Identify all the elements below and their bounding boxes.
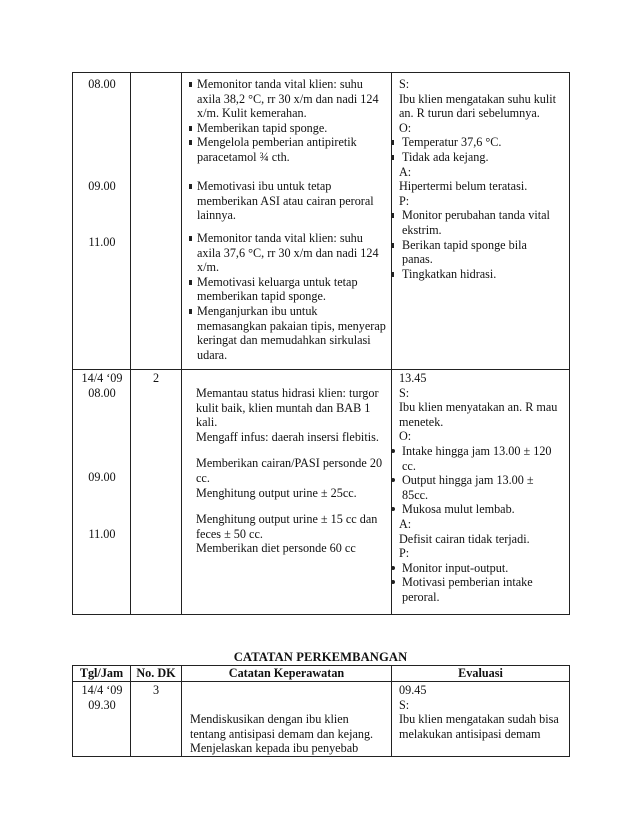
intervention-item: Memantau status hidrasi klien: turgor kulit baik, klien muntah dan BAB 1 kali. — [196, 386, 379, 430]
column-header-evaluation: Evaluasi — [392, 666, 570, 682]
intervention-item: Mendiskusikan dengan ibu klien tentang antisipasi demam dan kejang. — [190, 712, 374, 741]
soap-a-text: Hipertermi belum teratasi. — [399, 179, 528, 194]
time-cell — [73, 73, 131, 370]
table-row — [73, 370, 570, 615]
date-entry: 14/4 ‘09 — [81, 371, 123, 385]
soap-s-text: Ibu klien menyatakan an. R mau — [399, 400, 558, 415]
intervention-item: Menjelaskan kepada ibu penyebab — [190, 741, 359, 756]
intervention-cell — [182, 370, 392, 615]
soap-s-label: S: — [399, 697, 410, 712]
column-header-nursing-notes: Catatan Keperawatan — [182, 666, 392, 682]
time-cell — [73, 370, 131, 615]
evaluation-cell — [392, 73, 570, 370]
evaluation-item: Output hingga jam 13.00 ± 85cc. — [392, 473, 569, 502]
intervention-cell — [182, 73, 392, 370]
soap-a-label: A: — [399, 164, 412, 179]
dk-number: 3 — [152, 683, 160, 697]
time-entry: 09.00 — [88, 179, 116, 193]
evaluation-item: Monitor perubahan tanda vital ekstrim. — [392, 208, 569, 237]
evaluation-time: 13.45 — [399, 371, 427, 385]
evaluation-cell — [392, 370, 570, 615]
intervention-item: Menganjurkan ibu untuk memasangkan pakaian tipis, menyerap keringat dan memudahkan sirkulasi udara. — [190, 304, 391, 362]
evaluation-item: Monitor input-output. — [392, 561, 569, 576]
evaluation-item: Mukosa mulut lembab. — [392, 502, 569, 517]
soap-s-text: melakukan antisipasi demam — [399, 726, 541, 741]
time-entry: 09.00 — [88, 470, 116, 484]
table-row — [73, 682, 570, 757]
column-header-date-time: Tgl/Jam — [73, 666, 131, 682]
date-entry: 14/4 ‘09 — [81, 683, 123, 697]
evaluation-item: Tidak ada kejang. — [392, 150, 569, 165]
intervention-item: Mengelola pemberian antipiretik paracetamol ¾ cth. — [190, 135, 391, 164]
soap-s-text: menetek. — [399, 414, 444, 429]
intervention-item: Menghitung output urine ± 25cc. — [196, 485, 357, 500]
soap-o-label: O: — [399, 429, 412, 444]
progress-notes-table-continued — [72, 72, 570, 615]
evaluation-item: Motivasi pemberian intake peroral. — [392, 575, 569, 604]
table-header-row — [73, 666, 570, 682]
soap-p-label: P: — [399, 193, 410, 208]
evaluation-time: 09.45 — [399, 683, 427, 697]
intervention-item: Mengaff infus: daerah insersi flebitis. — [196, 429, 379, 444]
intervention-item: Memberikan tapid sponge. — [190, 121, 391, 136]
soap-a-text: Defisit cairan tidak terjadi. — [399, 531, 530, 546]
soap-s-text: Ibu klien mengatakan sudah bisa — [399, 712, 559, 727]
intervention-item: Memberikan cairan/PASI personde 20 cc. — [196, 456, 383, 485]
time-entry: 11.00 — [88, 527, 116, 541]
intervention-item: Memotivasi ibu untuk tetap memberikan ASI atau cairan peroral lainnya. — [190, 179, 391, 223]
intervention-item: Memberikan diet personde 60 cc — [196, 541, 356, 556]
soap-s-label: S: — [399, 77, 410, 91]
intervention-item: Memonitor tanda vital klien: suhu axila 37,6 °C, rr 30 x/m dan nadi 124 x/m. — [190, 231, 391, 275]
soap-s-label: S: — [399, 385, 410, 400]
dk-cell — [131, 73, 182, 370]
column-header-dk: No. DK — [131, 666, 182, 682]
soap-a-label: A: — [399, 516, 412, 531]
soap-o-label: O: — [399, 120, 412, 135]
time-entry: 11.00 — [88, 235, 116, 249]
table-row — [73, 73, 570, 370]
time-entry: 09.30 — [88, 698, 116, 712]
evaluation-item: Temperatur 37,6 °C. — [392, 135, 569, 150]
time-entry: 08.00 — [88, 386, 116, 400]
progress-notes-table — [72, 665, 570, 757]
evaluation-item: Berikan tapid sponge bila panas. — [392, 238, 569, 267]
section-title: CATATAN PERKEMBANGAN — [233, 650, 408, 664]
evaluation-cell — [392, 682, 570, 757]
soap-p-label: P: — [399, 546, 410, 561]
soap-s-text: an. R turun dari sebelumnya. — [399, 106, 540, 121]
soap-s-text: Ibu klien mengatakan suhu kulit — [399, 91, 557, 106]
intervention-cell — [182, 682, 392, 757]
evaluation-item: Tingkatkan hidrasi. — [392, 267, 569, 282]
dk-cell — [131, 370, 182, 615]
dk-number: 2 — [152, 371, 160, 385]
time-cell — [73, 682, 131, 757]
intervention-item: Memonitor tanda vital klien: suhu axila 38,2 °C, rr 30 x/m dan nadi 124 x/m. Kulit kemerahan. — [190, 77, 391, 121]
dk-cell — [131, 682, 182, 757]
evaluation-item: Intake hingga jam 13.00 ± 120 cc. — [392, 444, 569, 473]
intervention-item: Memotivasi keluarga untuk tetap memberikan tapid sponge. — [190, 275, 391, 304]
time-entry: 08.00 — [88, 77, 116, 91]
intervention-item: Menghitung output urine ± 15 cc dan feces ± 50 cc. — [196, 512, 378, 541]
